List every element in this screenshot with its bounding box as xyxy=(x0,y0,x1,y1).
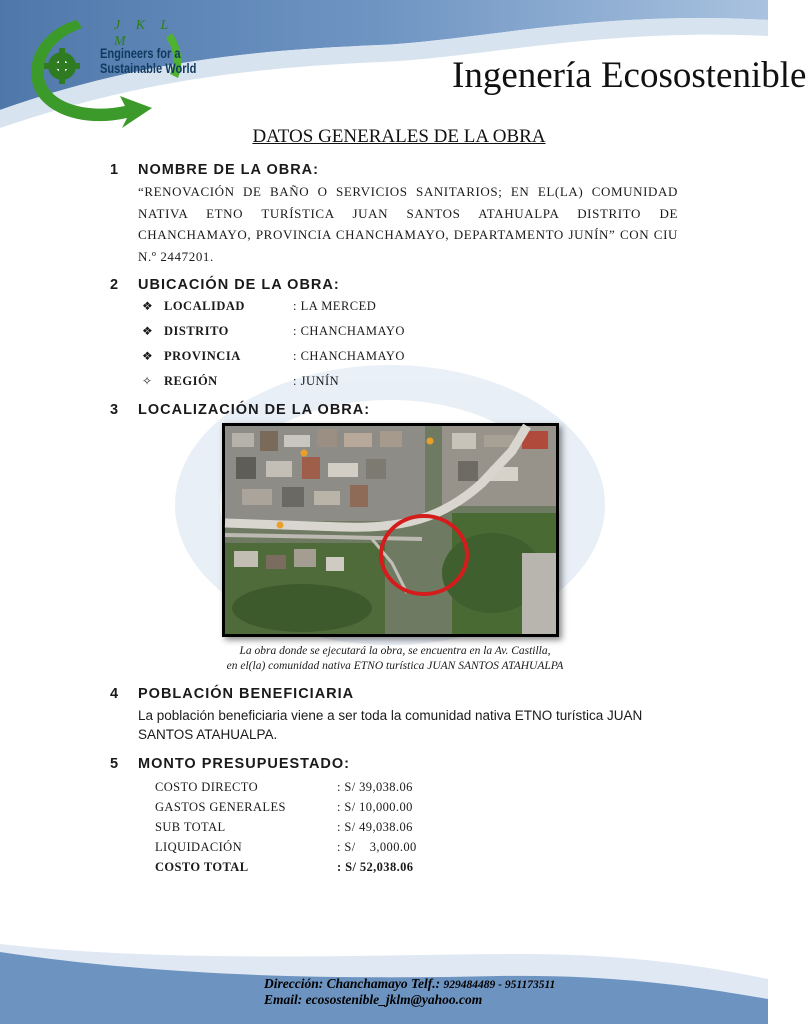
section-1-text: “RENOVACIÓN DE BAÑO O SERVICIOS SANITARIOS; EN EL(LA) COMUNIDAD NATIVA ETNO TURÍSTICA JUAN SANTOS ATAHUALPA DISTRITO DE CHANCHAMAYO, PROVINCIA CHANCHAMAYO, DEPARTAMENTO JUNÍN” CON CIU N.º 2447201. xyxy=(138,184,678,264)
footer-address-value: Chanchamayo Telf.: xyxy=(326,976,441,991)
location-value: : CHANCHAMAYO xyxy=(293,349,405,363)
budget-label: LIQUIDACIÓN xyxy=(155,840,243,854)
budget-value: : S/ 3,000.00 xyxy=(337,840,417,854)
document-title: DATOS GENERALES DE LA OBRA xyxy=(252,126,546,147)
footer-address-label: Dirección: xyxy=(264,976,324,991)
diamond-bullet-icon: ❖ xyxy=(142,349,153,363)
location-label: REGIÓN xyxy=(164,374,218,388)
location-label: LOCALIDAD xyxy=(164,299,245,313)
footer-email: Email: ecosostenible_jklm@yahoo.com xyxy=(264,992,483,1007)
footer-address xyxy=(264,976,555,992)
budget-value: : S/ 49,038.06 xyxy=(337,820,413,834)
satellite-map-image xyxy=(222,423,559,637)
location-value: : JUNÍN xyxy=(293,374,340,388)
diamond-bullet-icon: ❖ xyxy=(142,299,153,313)
section-5-number: 5 xyxy=(110,756,119,772)
section-5-heading: MONTO PRESUPUESTADO: xyxy=(138,756,351,772)
section-2-number: 2 xyxy=(110,277,119,293)
map-caption-line1: La obra donde se ejecutará la obra, se encuentra en la Av. Castilla, xyxy=(239,645,551,657)
footer-wave-background xyxy=(0,924,768,1024)
footer-phones: 929484489 - 951173511 xyxy=(443,979,556,991)
budget-label: GASTOS GENERALES xyxy=(155,800,286,814)
location-label: DISTRITO xyxy=(164,324,229,338)
location-value: : LA MERCED xyxy=(293,299,377,313)
map-aerial-view xyxy=(222,423,559,637)
header-title: Ingenería Ecosostenible xyxy=(452,55,806,96)
budget-label: COSTO DIRECTO xyxy=(155,780,259,794)
section-1-number: 1 xyxy=(110,162,119,178)
section-4-heading: POBLACIÓN BENEFICIARIA xyxy=(138,686,355,702)
map-caption-line2: en el(la) comunidad nativa ETNO turística JUAN SANTOS ATAHUALPA xyxy=(226,660,564,672)
section-3-heading: LOCALIZACIÓN DE LA OBRA: xyxy=(138,402,371,418)
budget-label: SUB TOTAL xyxy=(155,820,226,834)
budget-total-value: : S/ 52,038.06 xyxy=(337,860,414,874)
budget-value: : S/ 10,000.00 xyxy=(337,800,413,814)
logo-tagline xyxy=(100,46,196,76)
section-3-number: 3 xyxy=(110,402,119,418)
budget-value: : S/ 39,038.06 xyxy=(337,780,413,794)
diamond-bullet-icon: ❖ xyxy=(142,324,153,338)
company-logo xyxy=(22,8,197,128)
section-2-heading: UBICACIÓN DE LA OBRA: xyxy=(138,277,340,293)
location-label: PROVINCIA xyxy=(164,349,241,363)
logo-tagline-line1: Engineers for a xyxy=(100,46,181,61)
section-4-number: 4 xyxy=(110,686,119,702)
logo-tagline-line2: Sustainable World xyxy=(100,61,197,76)
section-1-heading: NOMBRE DE LA OBRA: xyxy=(138,162,319,178)
logo-jklm-text: J K L M xyxy=(114,18,175,49)
section-4-text: La población beneficiaria viene a ser toda la comunidad nativa ETNO turística JUAN SANTOS ATAHUALPA. xyxy=(138,708,643,742)
star-bullet-icon: ✧ xyxy=(142,374,153,388)
budget-total-label: COSTO TOTAL xyxy=(155,860,249,874)
location-value: : CHANCHAMAYO xyxy=(293,324,405,338)
